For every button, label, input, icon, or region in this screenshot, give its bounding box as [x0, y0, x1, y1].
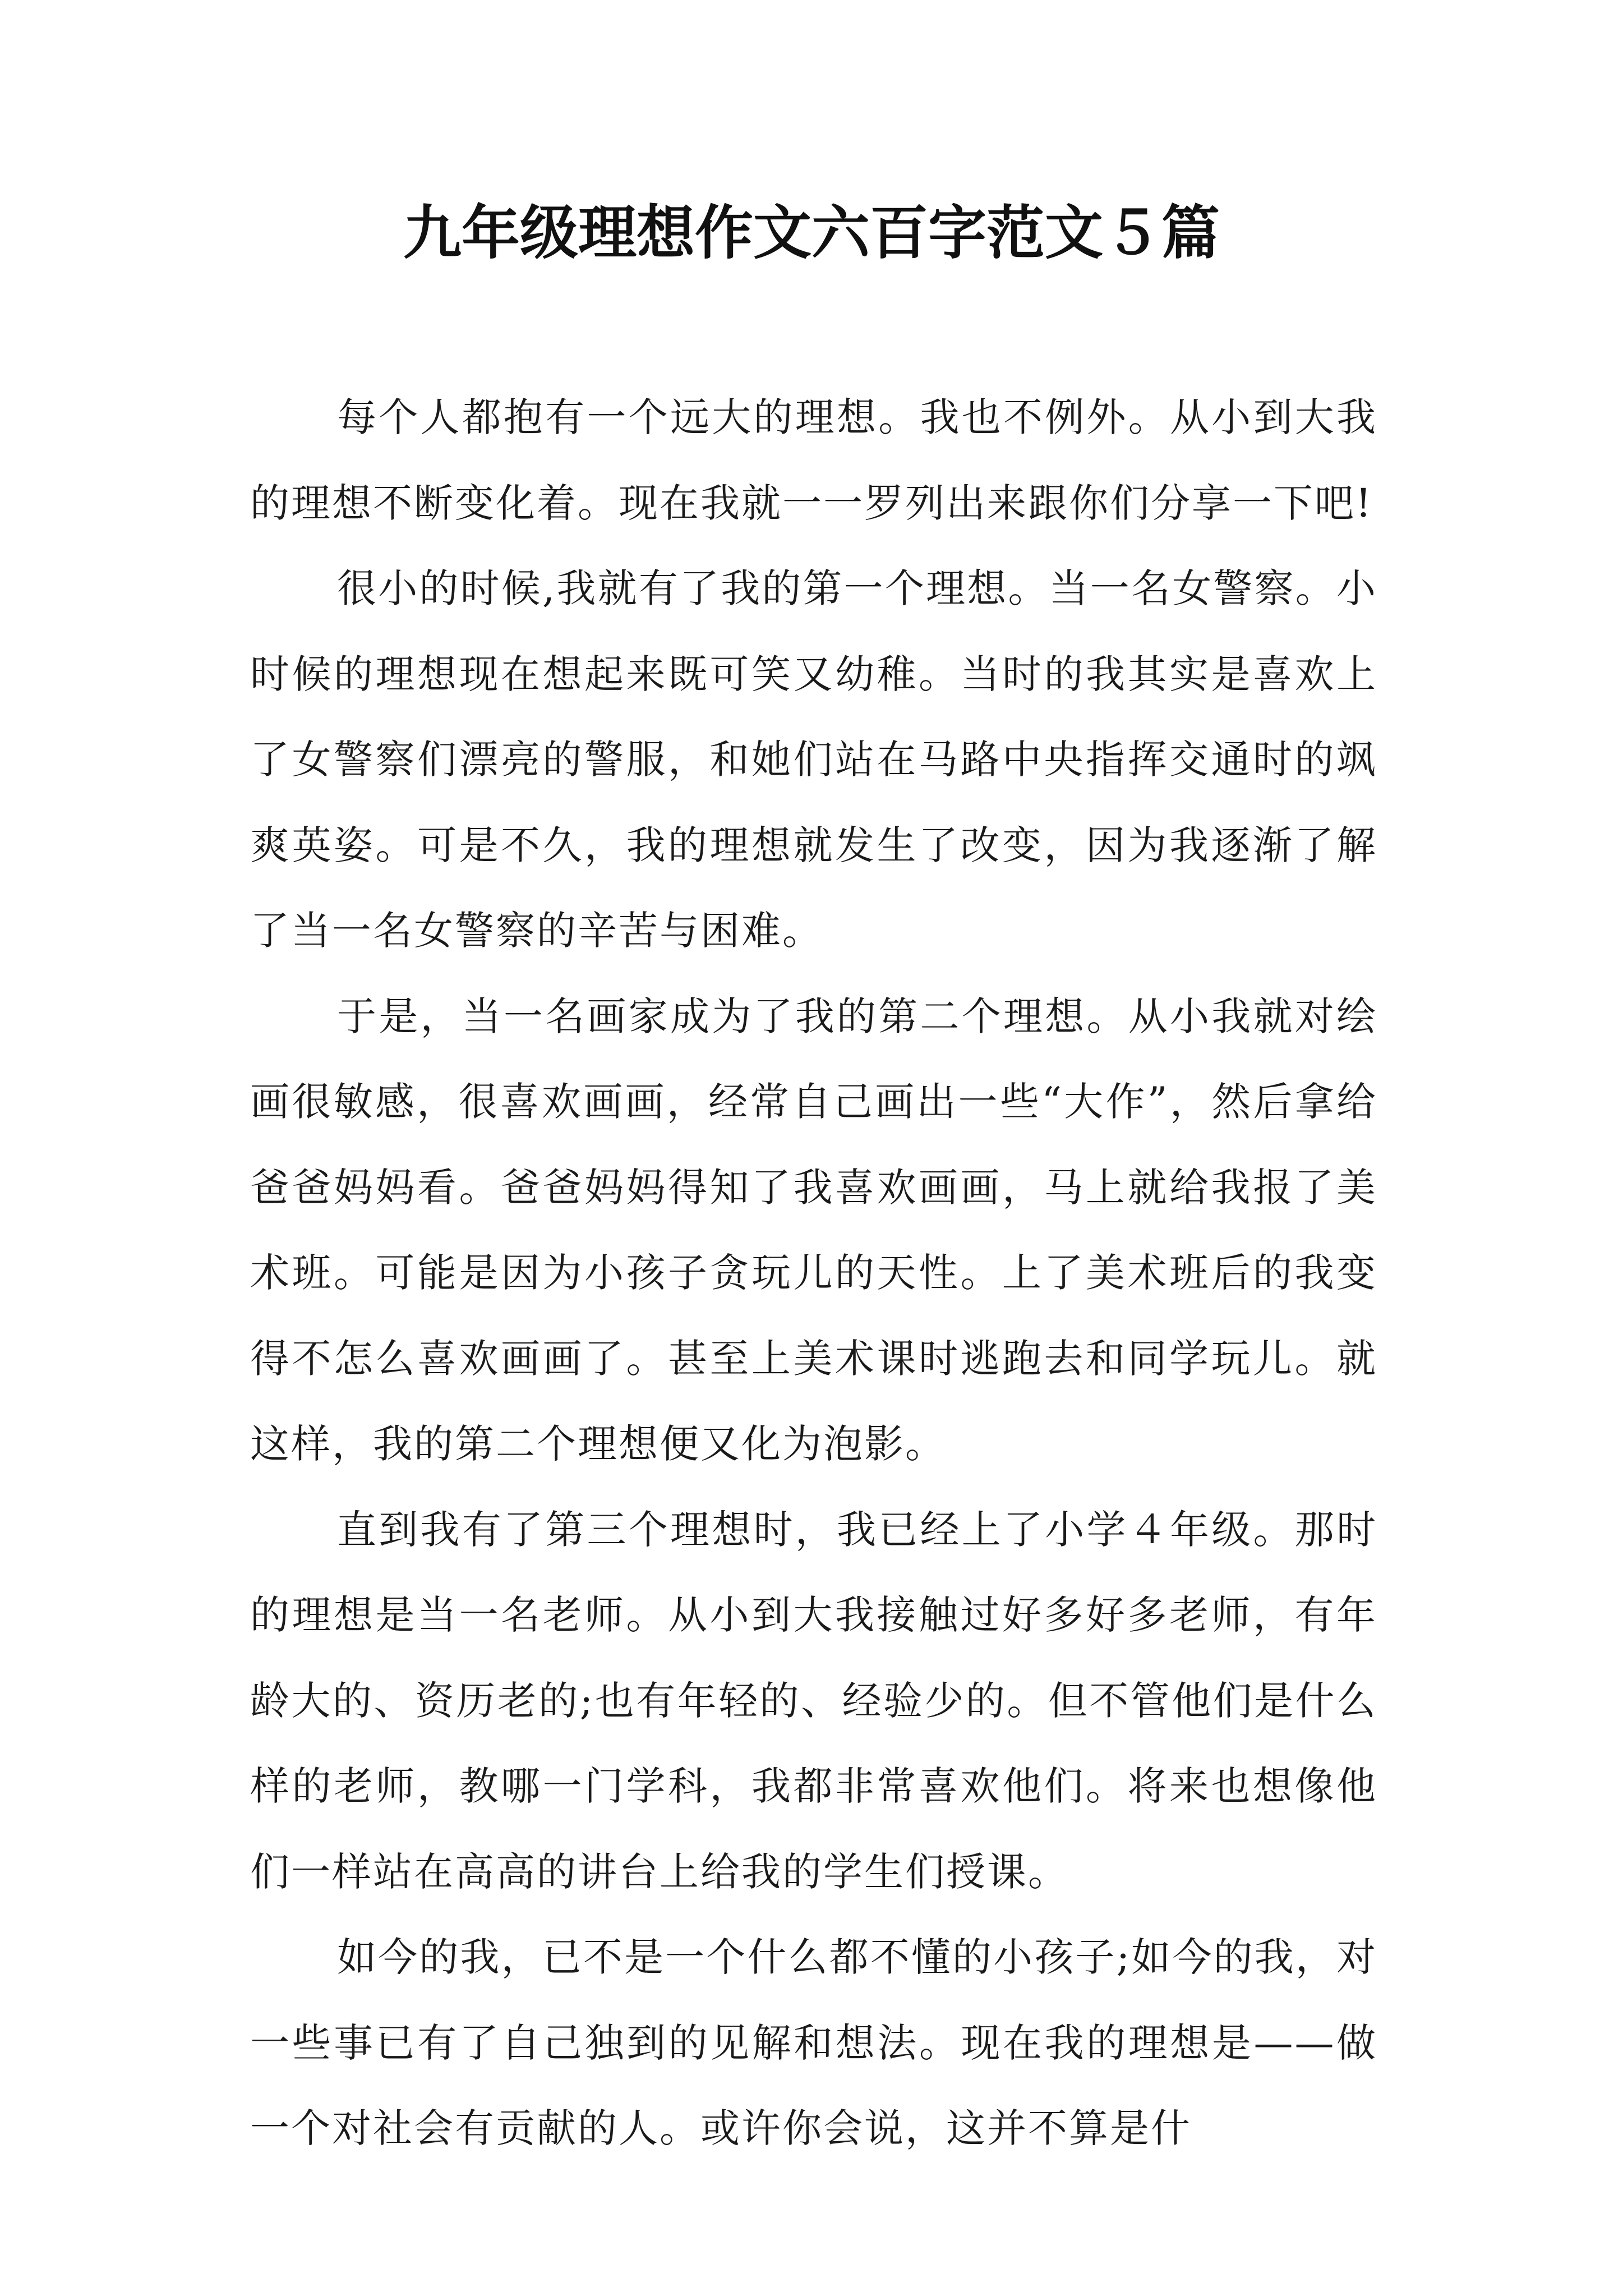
paragraph-1: 每个人都抱有一个远大的理想。我也不例外。从小到大我的理想不断变化着。现在我就一一罗列出来跟你们分享一下吧!	[250, 394, 1377, 526]
document-body	[250, 375, 1377, 2171]
paragraph-3: 于是，当一名画家成为了我的第二个理想。从小我就对绘画很敏感，很喜欢画画，经常自己画出一些“大作”，然后拿给爸爸妈妈看。爸爸妈妈得知了我喜欢画画，马上就给我报了美术班。可能是因为小孩子贪玩儿的天性。上了美术班后的我变得不怎么喜欢画画了。甚至上美术课时逃跑去和同学玩儿。就这样，我的第二个理想便又化为泡影。	[250, 993, 1377, 1467]
paragraph-5: 如今的我，已不是一个什么都不懂的小孩子;如今的我，对一些事已有了自己独到的见解和想法。现在我的理想是——做一个对社会有贡献的人。或许你会说，这并不算是什	[250, 1934, 1377, 2151]
paragraph-4: 直到我有了第三个理想时，我已经上了小学４年级。那时的理想是当一名老师。从小到大我接触过好多好多老师，有年龄大的、资历老的;也有年轻的、经验少的。但不管他们是什么样的老师，教哪一门学科，我都非常喜欢他们。将来也想像他们一样站在高高的讲台上给我的学生们授课。	[250, 1506, 1377, 1895]
paragraph-2: 很小的时候,我就有了我的第一个理想。当一名女警察。小时候的理想现在想起来既可笑又幼稚。当时的我其实是喜欢上了女警察们漂亮的警服，和她们站在马路中央指挥交通时的飒爽英姿。可是不久，我的理想就发生了改变，因为我逐渐了解了当一名女警察的辛苦与困难。	[250, 565, 1377, 954]
document-title: 九年级理想作文六百字范文５篇	[403, 198, 1220, 267]
